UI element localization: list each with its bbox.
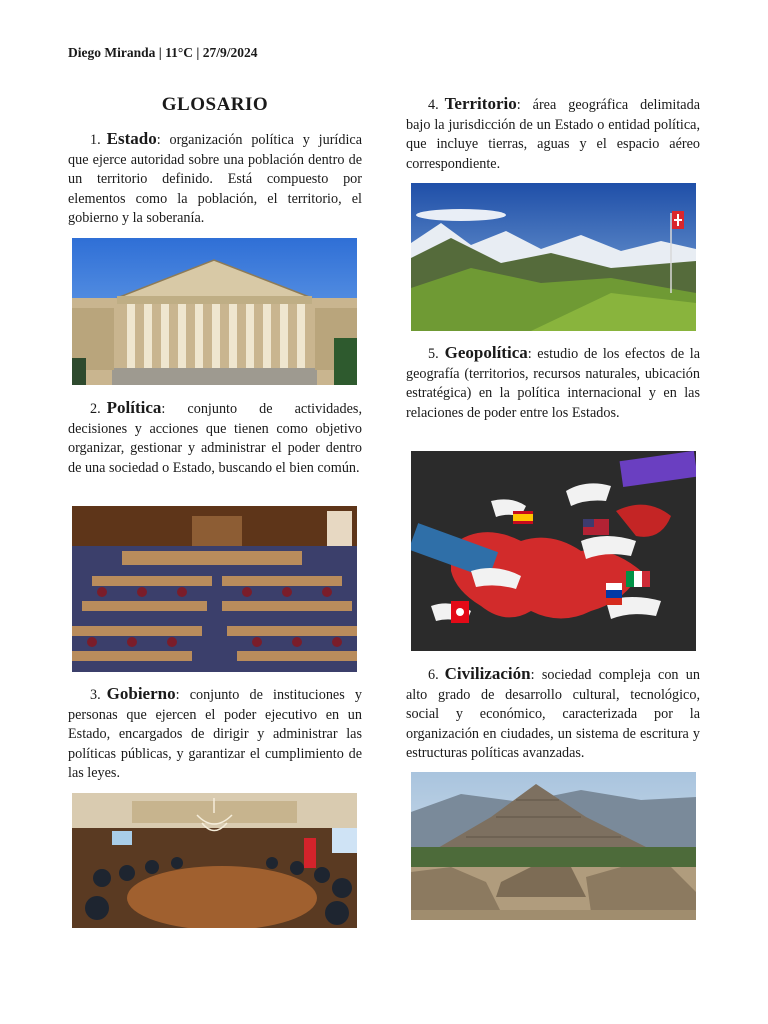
entry-number: 2. bbox=[90, 401, 101, 417]
entry-definition: : área geográfica delimitada bajo la jurisdicción de un Estado o entidad política, que incluye tierras, aguas y el espacio aéreo correspondiente. bbox=[406, 97, 700, 172]
entry-number: 5. bbox=[428, 346, 439, 362]
alpine-landscape-photo bbox=[411, 183, 696, 331]
entry-term: Geopolítica bbox=[444, 343, 528, 362]
entry-term: Civilización bbox=[444, 664, 531, 683]
glossary-entry-territorio bbox=[406, 94, 700, 174]
entry-definition: : conjunto de instituciones y personas que ejercen el poder ejecutivo en un Estado, encargados de dirigir y administrar las políticas públicas, y garantizar el cumplimiento de las leyes. bbox=[68, 687, 362, 782]
entry-definition: : organización política y jurídica que ejerce autoridad sobre una población dentro de un territorio definido. Está compuesto por elementos como la población, el territorio, el gobierno y la soberanía. bbox=[68, 132, 362, 227]
legislative-chamber-photo bbox=[72, 506, 357, 672]
glossary-entry-estado bbox=[68, 129, 362, 229]
document-header: Diego Miranda | 11°C | 27/9/2024 bbox=[68, 45, 258, 60]
page-title: GLOSARIO bbox=[161, 94, 269, 115]
cabinet-meeting-photo bbox=[72, 793, 357, 928]
entry-number: 4. bbox=[428, 97, 439, 113]
entry-number: 3. bbox=[90, 687, 101, 703]
entry-term: Política bbox=[106, 398, 162, 417]
glossary-entry-gobierno bbox=[68, 684, 362, 784]
entry-definition: : estudio de los efectos de la geografía (territorios, recursos naturales, ubicación estratégica) en la política internacional y en las relaciones de poder entre los Estados. bbox=[406, 346, 700, 421]
glossary-entry-politica bbox=[68, 398, 362, 478]
entry-term: Territorio bbox=[444, 94, 517, 113]
geopolitics-illustration bbox=[411, 451, 696, 651]
entry-number: 6. bbox=[428, 667, 439, 683]
parliament-building-photo bbox=[72, 238, 357, 385]
entry-definition: : sociedad compleja con un alto grado de desarrollo cultural, tecnológico, social y económico, caracterizada por la organización en ciudades, un sistema de escritura y estructuras políticas avanzadas. bbox=[406, 667, 700, 762]
glossary-entry-civilizacion bbox=[406, 664, 700, 764]
pyramid-photo bbox=[411, 772, 696, 920]
entry-term: Estado bbox=[106, 129, 157, 148]
entry-definition: : conjunto de actividades, decisiones y acciones que tienen como objetivo organizar, gestionar y administrar el poder dentro de una sociedad o Estado, buscando el bien común. bbox=[68, 401, 362, 476]
glossary-entry-geopolitica bbox=[406, 343, 700, 423]
entry-number: 1. bbox=[90, 132, 101, 148]
entry-term: Gobierno bbox=[106, 684, 176, 703]
